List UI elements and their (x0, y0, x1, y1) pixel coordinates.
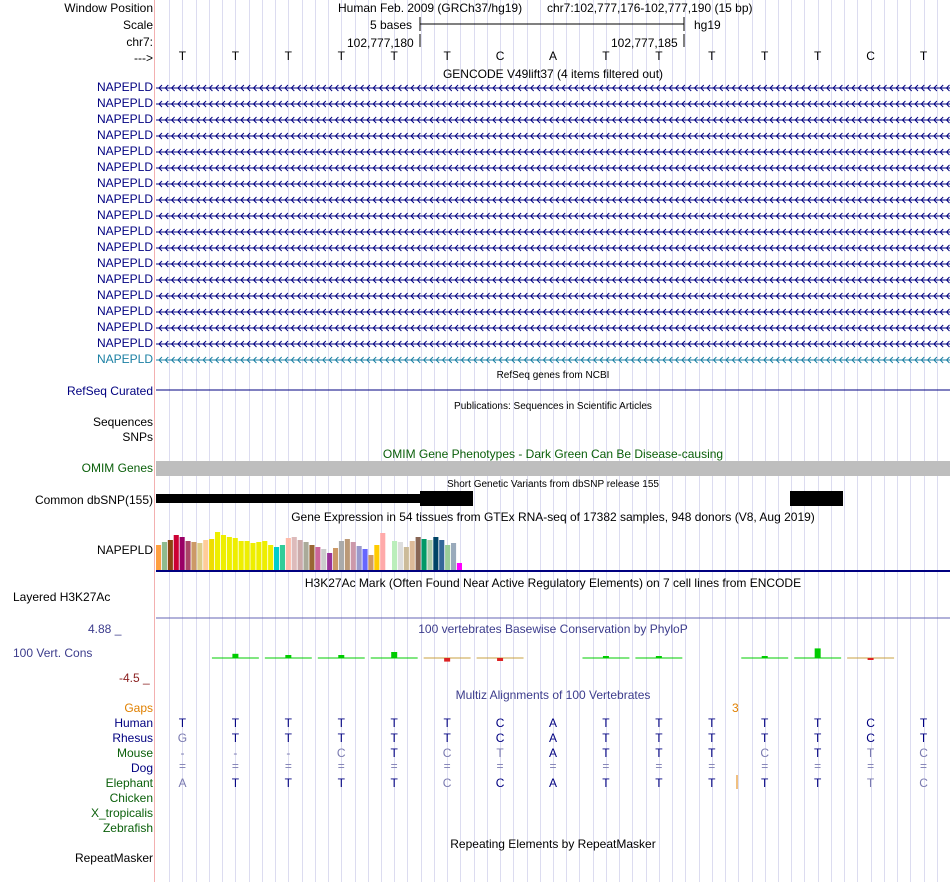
aligned-base: C (495, 776, 505, 790)
aligned-base: T (919, 716, 928, 730)
gaps-count: 3 (732, 701, 739, 715)
aligned-base: = (655, 759, 663, 773)
coord-left: 102,777,180 (347, 36, 414, 50)
aligned-base: - (286, 746, 291, 760)
repeatmasker-title[interactable]: Repeating Elements by RepeatMasker (450, 837, 656, 851)
aligned-base: T (655, 746, 663, 760)
reference-base: C (866, 49, 875, 63)
aligned-base: T (231, 776, 240, 790)
gtex-tissue-bar (168, 540, 173, 570)
reference-base: T (761, 49, 769, 63)
gencode-transcript-label[interactable]: NAPEPLD (96, 176, 153, 190)
gtex-tissue-bar (339, 541, 344, 570)
gencode-transcript-label[interactable]: NAPEPLD (96, 304, 153, 318)
reference-base: T (178, 49, 187, 63)
reference-base: A (548, 49, 557, 63)
gtex-tissue-bar (363, 549, 368, 570)
reference-base: T (443, 49, 451, 63)
dbsnp-deletion (156, 494, 420, 503)
aligned-base: T (761, 731, 769, 745)
gtex-tissue-bar (215, 532, 220, 570)
phylop-graph[interactable] (156, 636, 950, 680)
aligned-base: - (180, 746, 185, 760)
reference-base: T (231, 49, 240, 63)
aligned-base: A (178, 776, 187, 790)
aligned-base: C (336, 746, 346, 760)
phylop-bar (868, 658, 874, 660)
window-position-label: Window Position (64, 1, 153, 15)
gtex-tissue-bar (268, 545, 273, 570)
aligned-base: T (337, 716, 345, 730)
phylop-bar (603, 656, 609, 658)
aligned-base: T (655, 716, 663, 730)
gencode-transcript-label[interactable]: NAPEPLD (96, 224, 153, 238)
reference-base: C (495, 49, 505, 63)
publications-title[interactable]: Publications: Sequences in Scientific Articles (454, 401, 652, 412)
aligned-base: T (337, 776, 345, 790)
gtex-tissue-bar (374, 545, 379, 570)
aligned-base: T (337, 731, 345, 745)
gtex-tissue-bar (227, 537, 232, 570)
aligned-base: T (813, 746, 822, 760)
gtex-tissue-bar (245, 541, 250, 570)
aligned-base: = (390, 759, 398, 773)
gtex-tissue-bar (250, 543, 255, 570)
gtex-tissue-bar (404, 547, 409, 570)
gencode-transcript-label[interactable]: NAPEPLD (96, 272, 153, 286)
gtex-tissue-bar (368, 555, 373, 570)
gencode-transcript-label[interactable]: NAPEPLD (96, 112, 153, 126)
gtex-tissue-bar (416, 537, 421, 570)
aligned-base: C (919, 746, 928, 760)
gtex-tissue-bar (392, 541, 397, 570)
aligned-base: C (442, 776, 452, 790)
gaps-label: Gaps (124, 701, 153, 715)
h3k27ac-baseline (156, 617, 950, 620)
aligned-base: T (496, 746, 504, 760)
aligned-base: A (548, 716, 557, 730)
aligned-base: T (708, 731, 716, 745)
phylop-bar (391, 652, 397, 658)
db-name: hg19 (694, 18, 721, 32)
aligned-base: C (442, 746, 452, 760)
aligned-base: T (602, 716, 610, 730)
phylop-max-label: 4.88 _ (88, 622, 122, 636)
gtex-tissue-bar (357, 546, 362, 570)
aligned-base: = (443, 759, 451, 773)
species-label[interactable]: Human (114, 716, 153, 730)
gencode-transcript-label[interactable]: NAPEPLD (96, 192, 153, 206)
aligned-base: T (231, 731, 240, 745)
gtex-tissue-bar (262, 541, 267, 570)
aligned-base: - (233, 746, 238, 760)
phylop-min-label: -4.5 _ (119, 671, 150, 685)
species-label[interactable]: Mouse (116, 746, 153, 760)
reference-base: T (708, 49, 716, 63)
publications-sequences-label[interactable]: Sequences (92, 415, 153, 429)
aligned-base: C (866, 716, 875, 730)
gencode-transcript-label[interactable]: NAPEPLD (96, 80, 153, 94)
aligned-base: A (548, 776, 557, 790)
aligned-base: C (495, 716, 505, 730)
aligned-base: T (602, 776, 610, 790)
aligned-base: T (813, 716, 822, 730)
gtex-tissue-bar (180, 537, 185, 570)
aligned-base: = (496, 759, 504, 773)
refseq-label[interactable]: RefSeq Curated (66, 384, 153, 398)
gtex-tissue-bar (174, 535, 179, 570)
gtex-tissue-bar (239, 541, 244, 570)
aligned-base: = (761, 759, 769, 773)
aligned-base: T (813, 776, 822, 790)
species-label[interactable]: Chicken (109, 791, 153, 805)
gtex-tissue-bar (327, 553, 332, 570)
species-label[interactable]: X_tropicalis (90, 806, 153, 820)
refseq-title[interactable]: RefSeq genes from NCBI (496, 370, 610, 381)
aligned-base: T (443, 716, 451, 730)
gtex-tissue-bar (292, 537, 297, 570)
gencode-transcripts[interactable] (156, 80, 950, 370)
coord-right: 102,777,185 (611, 36, 678, 50)
phylop-bar (444, 658, 450, 662)
aligned-base: T (602, 746, 610, 760)
aligned-base: T (761, 716, 769, 730)
dbsnp-snp-2 (790, 491, 843, 506)
omim-label[interactable]: OMIM Genes (81, 461, 153, 475)
species-label[interactable]: Rhesus (112, 731, 153, 745)
aligned-base: T (284, 716, 292, 730)
dbsnp-title[interactable]: Short Genetic Variants from dbSNP release 155 (447, 479, 659, 490)
reference-base: T (655, 49, 663, 63)
gtex-tissue-bar (186, 541, 191, 570)
aligned-base: A (548, 731, 557, 745)
aligned-base: = (867, 759, 875, 773)
scale-text: 5 bases (370, 18, 413, 32)
gtex-gene-label[interactable]: NAPEPLD (96, 543, 153, 557)
gencode-transcript-label[interactable]: NAPEPLD (96, 256, 153, 270)
gtex-tissue-bar (333, 548, 338, 570)
omim-title[interactable]: OMIM Gene Phenotypes - Dark Green Can Be Disease-causing (382, 447, 724, 461)
gtex-tissue-bar (422, 539, 427, 570)
gtex-tissue-bar (427, 540, 432, 570)
aligned-base: = (602, 759, 610, 773)
aligned-base: T (284, 731, 292, 745)
aligned-base: T (866, 776, 875, 790)
assembly-name: Human Feb. 2009 (GRCh37/hg19) (338, 1, 523, 15)
gencode-transcript-label[interactable]: NAPEPLD (96, 128, 153, 142)
refseq-line[interactable] (156, 389, 950, 393)
species-label[interactable]: Elephant (105, 776, 153, 790)
aligned-base: T (390, 746, 398, 760)
aligned-base: T (231, 716, 240, 730)
gtex-tissue-bar (280, 545, 285, 570)
aligned-base: C (866, 731, 875, 745)
gencode-transcript-label[interactable]: NAPEPLD (96, 208, 153, 222)
phylop-title[interactable]: 100 vertebrates Basewise Conservation by PhyloP (418, 622, 688, 636)
phylop-bar (497, 658, 503, 661)
gencode-transcript-label[interactable]: NAPEPLD (96, 320, 153, 334)
gtex-tissue-bar (398, 542, 403, 570)
dbsnp-label[interactable]: Common dbSNP(155) (34, 493, 153, 507)
phylop-bar (656, 656, 662, 658)
species-label[interactable]: Zebrafish (102, 821, 153, 835)
phylop-bar (232, 654, 238, 658)
gencode-transcript-label[interactable]: NAPEPLD (96, 160, 153, 174)
publications-snps-label[interactable]: SNPs (122, 430, 153, 444)
aligned-base: T (655, 731, 663, 745)
gtex-tissue-bar (386, 547, 391, 570)
gtex-tissue-bar (351, 542, 356, 570)
aligned-base: T (284, 776, 292, 790)
aligned-base: T (708, 716, 716, 730)
aligned-base: T (655, 776, 663, 790)
aligned-base: = (284, 759, 292, 773)
aligned-base: T (390, 731, 398, 745)
gencode-transcript-label[interactable]: NAPEPLD (96, 240, 153, 254)
aligned-base: T (761, 776, 769, 790)
gtex-tissue-bar (191, 542, 196, 570)
gtex-tissue-bar (256, 542, 261, 570)
omim-feature[interactable] (156, 461, 950, 476)
reference-base: T (602, 49, 610, 63)
position-readout[interactable]: chr7:102,777,176-102,777,190 (15 bp) (547, 1, 753, 15)
aligned-base: = (708, 759, 716, 773)
scale-label: Scale (122, 18, 153, 32)
reference-base: T (390, 49, 398, 63)
gtex-tissue-bar (203, 540, 208, 570)
gtex-tissue-bar (439, 540, 444, 570)
gtex-tissue-bar (309, 545, 314, 570)
h3k27ac-label[interactable]: Layered H3K27Ac (13, 590, 111, 604)
gtex-tissue-bar (304, 542, 309, 570)
repeatmasker-label[interactable]: RepeatMasker (74, 851, 153, 865)
gtex-tissue-bar (451, 543, 456, 570)
aligned-base: T (708, 776, 716, 790)
aligned-base: T (443, 731, 451, 745)
gencode-transcript-label[interactable]: NAPEPLD (96, 352, 153, 366)
phylop-bar (285, 655, 291, 658)
aligned-base: T (813, 731, 822, 745)
dbsnp-snp-1 (420, 491, 473, 506)
aligned-base: T (602, 731, 610, 745)
gtex-tissue-bar (445, 545, 450, 570)
gtex-tissue-bar (433, 537, 438, 570)
aligned-base: G (177, 731, 188, 745)
gtex-bars[interactable] (156, 524, 950, 572)
reference-base: T (284, 49, 292, 63)
aligned-base: T (708, 746, 716, 760)
aligned-base: = (549, 759, 557, 773)
gencode-transcript-label[interactable]: NAPEPLD (96, 144, 153, 158)
gtex-title[interactable]: Gene Expression in 54 tissues from GTEx RNA-seq of 17382 samples, 948 donors (V8, Aug 2019) (291, 510, 815, 524)
reference-base: T (813, 49, 822, 63)
gtex-tissue-bar (233, 538, 238, 570)
gtex-tissue-bar (209, 539, 214, 570)
phylop-bar (815, 648, 821, 658)
gtex-tissue-bar (321, 549, 326, 570)
gtex-tissue-bar (298, 540, 303, 570)
gencode-title[interactable]: GENCODE V49lift37 (4 items filtered out) (442, 67, 664, 81)
aligned-base: C (495, 731, 505, 745)
h3k27ac-title[interactable]: H3K27Ac Mark (Often Found Near Active Regulatory Elements) on 7 cell lines from ENCODE (304, 576, 802, 590)
aligned-base: T (390, 716, 398, 730)
gtex-tissue-bar (315, 547, 320, 570)
aligned-base: = (814, 759, 822, 773)
gtex-tissue-bar (221, 535, 226, 570)
aligned-base: = (920, 759, 928, 773)
multiz-title[interactable]: Multiz Alignments of 100 Vertebrates (455, 688, 651, 702)
phylop-bar (762, 656, 768, 658)
dbsnp-features[interactable] (156, 491, 950, 507)
aligned-base: A (548, 746, 557, 760)
aligned-base: C (919, 776, 928, 790)
phylop-label[interactable]: 100 Vert. Cons (13, 646, 93, 660)
aligned-base: T (866, 746, 875, 760)
aligned-base: = (178, 759, 186, 773)
chr-label: chr7: (126, 35, 153, 49)
gtex-tissue-bar (156, 545, 161, 570)
reference-base: T (337, 49, 345, 63)
gencode-transcript-label[interactable]: NAPEPLD (96, 288, 153, 302)
aligned-base: T (178, 716, 187, 730)
species-label[interactable]: Dog (130, 761, 153, 775)
strand-arrow-label: ---> (134, 51, 153, 65)
gtex-tissue-bar (197, 543, 202, 570)
aligned-base: C (760, 746, 770, 760)
reference-base: T (919, 49, 928, 63)
gencode-transcript-label[interactable]: NAPEPLD (96, 96, 153, 110)
gtex-tissue-bar (457, 563, 462, 570)
gtex-tissue-bar (380, 533, 385, 570)
aligned-base: T (390, 776, 398, 790)
label-divider (154, 0, 155, 882)
gtex-tissue-bar (274, 547, 279, 570)
aligned-base: = (231, 759, 239, 773)
phylop-bar (338, 655, 344, 658)
gencode-transcript-label[interactable]: NAPEPLD (96, 336, 153, 350)
gtex-tissue-bar (286, 538, 291, 570)
aligned-base: T (919, 731, 928, 745)
aligned-base: = (337, 759, 345, 773)
gtex-tissue-bar (162, 542, 167, 570)
gtex-tissue-bar (410, 541, 415, 570)
gtex-tissue-bar (345, 539, 350, 570)
